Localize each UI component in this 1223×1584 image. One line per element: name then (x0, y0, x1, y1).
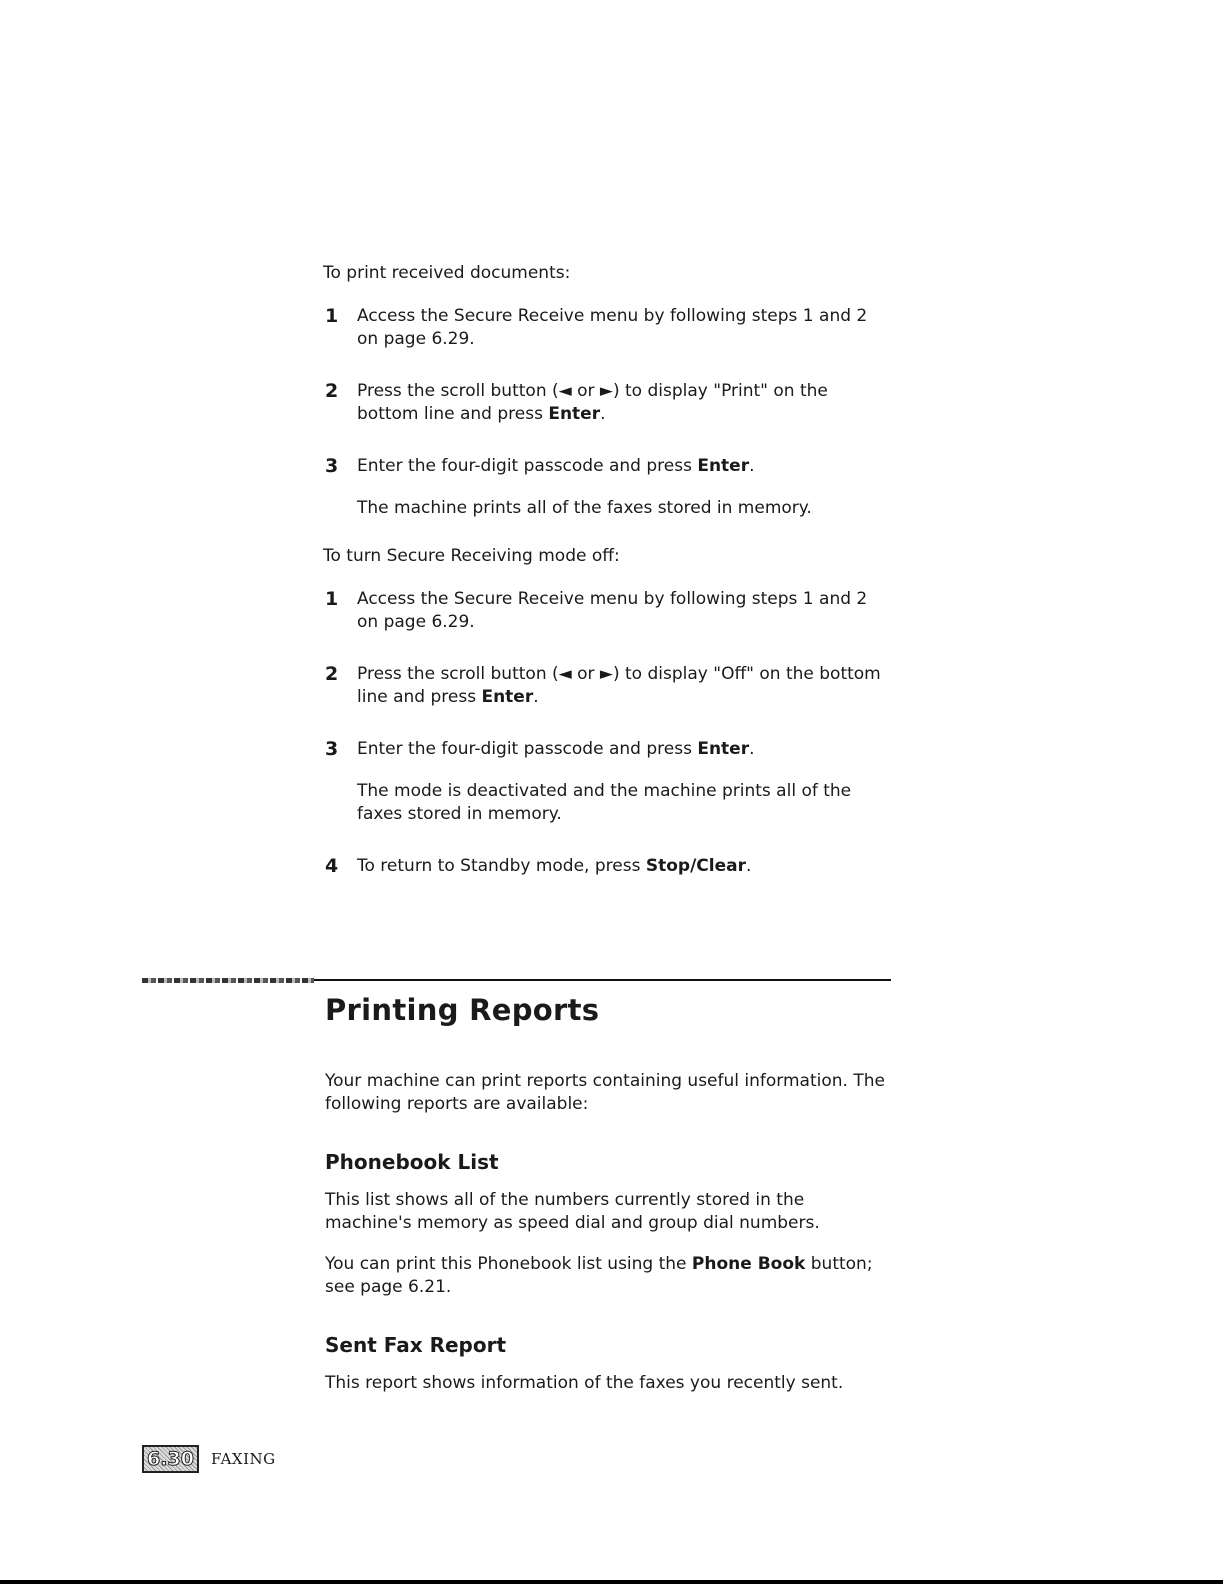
sent-fax-heading: Sent Fax Report (325, 1333, 507, 1357)
step-number: 3 (325, 738, 339, 760)
phonebook-text: This list shows all of the numbers currently stored in the machine's memory as speed dial and group dial numbers. (325, 1190, 820, 1233)
enter-key-label: Enter (697, 739, 750, 759)
step-text: Press the scroll button (◄ or ►) to display "Off" on the bottom line and press (357, 664, 881, 707)
print-step-1 (323, 305, 893, 351)
off-result: The mode is deactivated and the machine prints all of the faxes stored in memory. (357, 781, 852, 824)
stop-clear-key-label: Stop/Clear (645, 856, 746, 876)
step-number: 3 (325, 455, 339, 477)
print-step-3: 3 Enter the four-digit passcode and press Enter. (325, 455, 755, 477)
print-step-2: 2 Press the scroll button (◄ or ►) to display "Print" on the bottom line and press Enter. (325, 380, 828, 424)
page-number: 6.30 (142, 1445, 199, 1473)
off-step-4: 4 To return to Standby mode, press Stop/Clear. (325, 855, 752, 877)
main-content (323, 262, 893, 878)
phonebook-heading: Phonebook List (325, 1150, 499, 1174)
section-divider (314, 979, 891, 981)
step-number: 1 (325, 305, 339, 327)
enter-key-label: Enter (697, 456, 750, 476)
step-text: Press the scroll button (◄ or ►) to display "Print" on the bottom line and press (357, 381, 828, 424)
section-heading: Printing Reports (325, 993, 600, 1027)
step-text: Access the Secure Receive menu by following steps 1 and 2 on page 6.29. (357, 306, 868, 349)
enter-key-label: Enter (481, 687, 534, 707)
off-intro: To turn Secure Receiving mode off: (323, 546, 620, 566)
step-number: 2 (325, 380, 339, 402)
off-step-3: 3 Enter the four-digit passcode and press Enter. (325, 738, 755, 760)
print-result: The machine prints all of the faxes stored in memory. (357, 498, 812, 518)
phonebook-print-note: You can print this Phonebook list using the Phone Book button; see page 6.21. (325, 1254, 873, 1297)
phone-book-button-label: Phone Book (691, 1254, 806, 1274)
reports-intro: Your machine can print reports containing useful information. The following reports are available: (325, 1071, 885, 1114)
step-number: 2 (325, 663, 339, 685)
page-edge (0, 1580, 1223, 1584)
section-divider-decoration (142, 978, 314, 983)
reports-content (325, 1070, 895, 1395)
step-text: Enter the four-digit passcode and press (357, 456, 698, 476)
step-text: To return to Standby mode, press (357, 856, 646, 876)
print-intro: To print received documents: (323, 263, 571, 283)
step-text: Enter the four-digit passcode and press (357, 739, 698, 759)
step-text: Access the Secure Receive menu by following steps 1 and 2 on page 6.29. (357, 589, 868, 632)
off-step-2: 2 Press the scroll button (◄ or ►) to display "Off" on the bottom line and press Enter. (325, 663, 881, 707)
enter-key-label: Enter (548, 404, 601, 424)
step-number: 4 (325, 855, 339, 877)
page-footer (142, 1445, 276, 1473)
section-name: FAXING (211, 1450, 276, 1468)
step-number: 1 (325, 588, 339, 610)
sent-fax-text: This report shows information of the faxes you recently sent. (325, 1373, 844, 1393)
off-step-1 (323, 588, 893, 634)
